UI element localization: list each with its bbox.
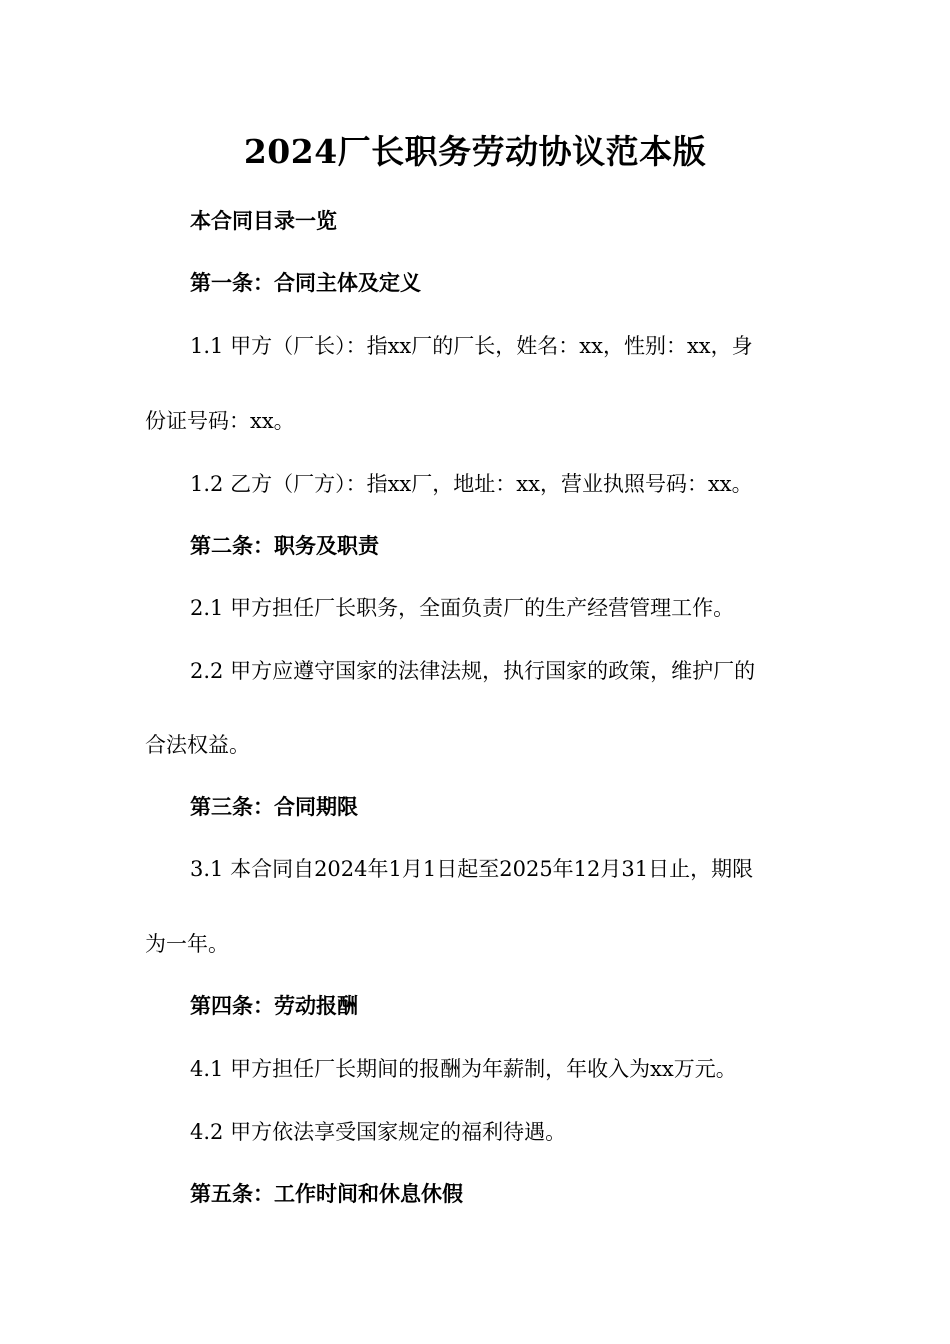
clause-3-1-line-2: 为一年。 (145, 932, 229, 956)
section-heading-5: 第五条：工作时间和休息休假 (190, 1182, 463, 1206)
clause-4-1: 4.1 甲方担任厂长期间的报酬为年薪制，年收入为xx万元。 (190, 1057, 737, 1081)
clause-1-1-line-2: 份证号码：xx。 (145, 409, 295, 433)
section-heading-1: 第一条：合同主体及定义 (190, 271, 421, 295)
clause-2-1: 2.1 甲方担任厂长职务，全面负责厂的生产经营管理工作。 (190, 596, 735, 620)
clause-1-1-line-1: 1.1 甲方（厂长）：指xx厂的厂长，姓名：xx，性别：xx，身 (190, 334, 753, 358)
clause-4-2: 4.2 甲方依法享受国家规定的福利待遇。 (190, 1120, 567, 1144)
clause-3-1-line-1: 3.1 本合同自2024年1月1日起至2025年12月31日止，期限 (190, 857, 754, 881)
clause-2-2-line-1: 2.2 甲方应遵守国家的法律法规，执行国家的政策，维护厂的 (190, 659, 756, 683)
document-title: 2024厂长职务劳动协议范本版 (243, 132, 707, 171)
toc-heading: 本合同目录一览 (190, 209, 337, 233)
section-heading-3: 第三条：合同期限 (190, 795, 358, 819)
section-heading-4: 第四条：劳动报酬 (190, 994, 358, 1018)
clause-2-2-line-2: 合法权益。 (145, 733, 250, 757)
section-heading-2: 第二条：职务及职责 (190, 534, 379, 558)
clause-1-2: 1.2 乙方（厂方）：指xx厂，地址：xx，营业执照号码：xx。 (190, 472, 753, 496)
